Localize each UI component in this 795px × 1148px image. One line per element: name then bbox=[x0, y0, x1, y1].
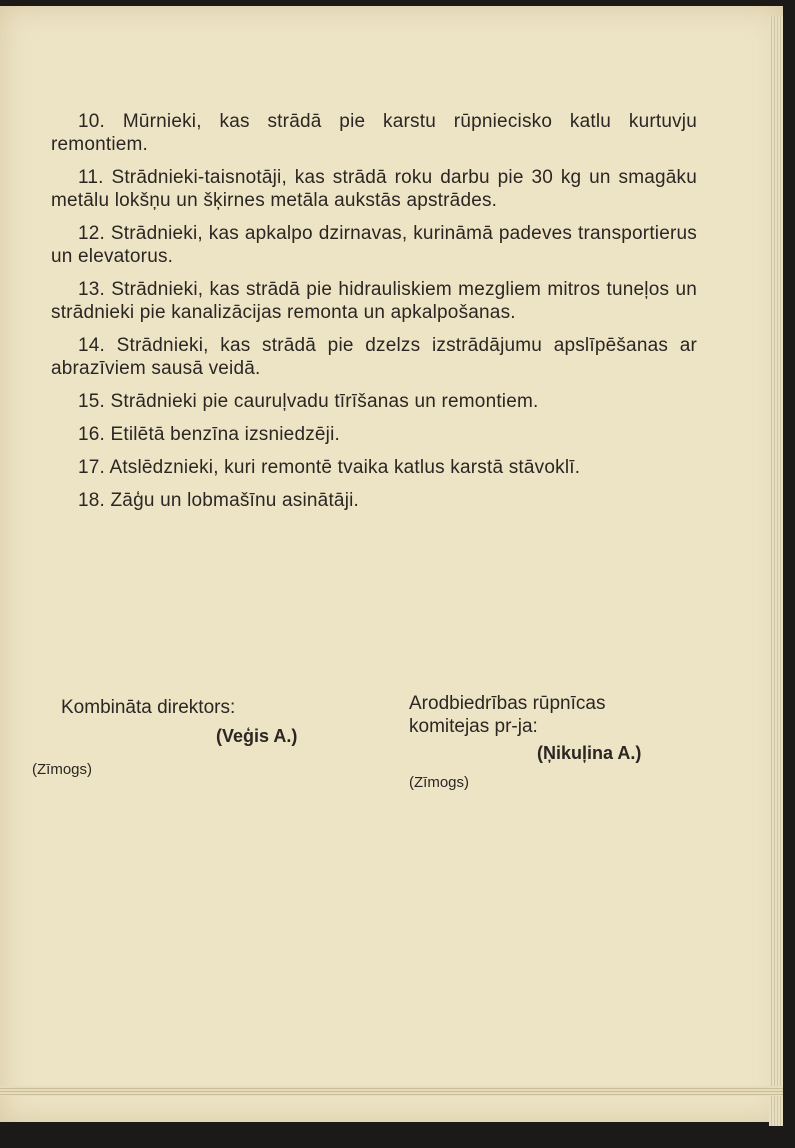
director-title: Kombināta direktors: bbox=[61, 697, 236, 718]
list-item: 12. Strādnieki, kas apkalpo dzirnavas, kurināmā padeves transportierus un elevatorus. bbox=[51, 223, 697, 267]
committee-chair-stamp-label: (Zīmogs) bbox=[409, 774, 469, 791]
list-item: 14. Strādnieki, kas strādā pie dzelzs izstrādājumu apslīpēšanas ar abrazīviem sausā veidā. bbox=[51, 335, 697, 379]
committee-chair-signature-block bbox=[409, 692, 689, 792]
list-item: 13. Strādnieki, kas strādā pie hidrauliskiem mezgliem mitros tuneļos un strādnieki pie kanalizācijas remonta un apkalpošanas. bbox=[51, 279, 697, 323]
director-stamp-label: (Zīmogs) bbox=[32, 761, 92, 778]
document-page bbox=[0, 6, 783, 1122]
worker-list bbox=[51, 110, 697, 522]
list-item: 18. Zāģu un lobmašīnu asinātāji. bbox=[78, 490, 360, 511]
list-item: 16. Etilētā benzīna izsniedzēji. bbox=[78, 424, 340, 445]
director-signature-block bbox=[32, 696, 361, 779]
committee-chair-name: (Ņikuļina A.) bbox=[537, 743, 642, 763]
committee-chair-title: Arodbiedrības rūpnīcas komitejas pr-ja: bbox=[409, 693, 606, 737]
list-item: 11. Strādnieki-taisnotāji, kas strādā roku darbu pie 30 kg un smagāku metālu lokšņu un šķirnes metāla aukstās apstrādes. bbox=[51, 167, 697, 211]
list-item: 17. Atslēdznieki, kuri remontē tvaika katlus karstā stāvoklī. bbox=[78, 457, 581, 478]
director-name: (Veģis A.) bbox=[216, 726, 298, 746]
page-edge-right bbox=[769, 16, 783, 1126]
list-item: 15. Strādnieki pie cauruļvadu tīrīšanas un remontiem. bbox=[78, 391, 539, 412]
page-edge-bottom bbox=[0, 1086, 783, 1096]
list-item: 10. Mūrnieki, kas strādā pie karstu rūpniecisko katlu kurtuvju remontiem. bbox=[51, 111, 697, 155]
